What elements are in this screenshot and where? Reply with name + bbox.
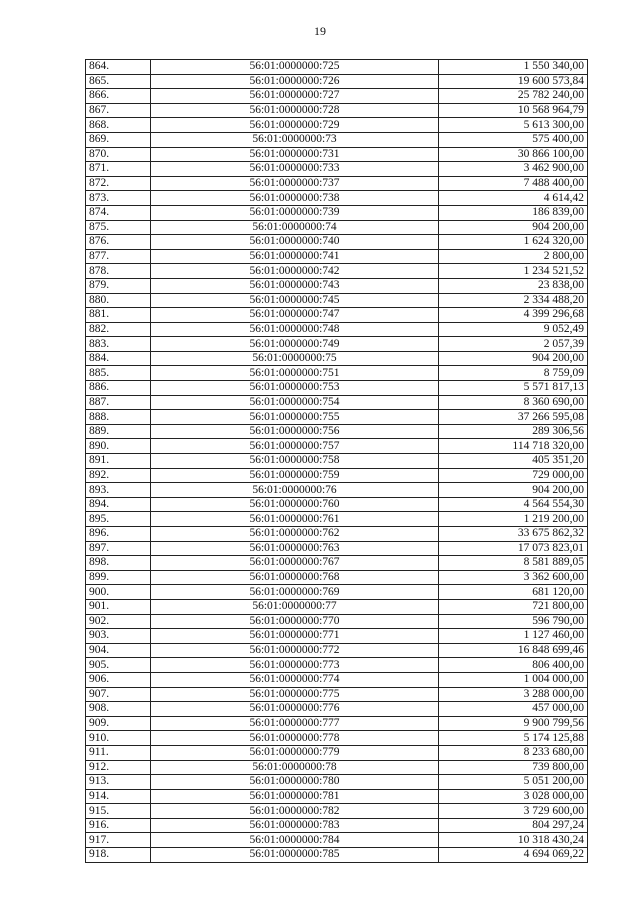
cadastral-number-cell: 56:01:0000000:780 xyxy=(151,775,439,790)
cadastral-value-cell: 30 866 100,00 xyxy=(439,147,588,162)
table-row xyxy=(86,132,588,147)
table-row xyxy=(86,556,588,571)
row-number-cell: 911. xyxy=(86,745,151,760)
cadastral-number-cell: 56:01:0000000:779 xyxy=(151,745,439,760)
cadastral-value-cell: 1 127 460,00 xyxy=(439,629,588,644)
cadastral-number-cell: 56:01:0000000:725 xyxy=(151,60,439,75)
table-row xyxy=(86,629,588,644)
cadastral-number-cell: 56:01:0000000:760 xyxy=(151,497,439,512)
table-row xyxy=(86,585,588,600)
cadastral-number-cell: 56:01:0000000:755 xyxy=(151,410,439,425)
table-row xyxy=(86,249,588,264)
table-row xyxy=(86,89,588,104)
row-number-cell: 886. xyxy=(86,381,151,396)
cadastral-number-cell: 56:01:0000000:762 xyxy=(151,527,439,542)
cadastral-value-cell: 681 120,00 xyxy=(439,585,588,600)
cadastral-number-cell: 56:01:0000000:728 xyxy=(151,103,439,118)
cadastral-value-cell: 25 782 240,00 xyxy=(439,89,588,104)
cadastral-value-cell: 3 729 600,00 xyxy=(439,804,588,819)
row-number-cell: 916. xyxy=(86,818,151,833)
cadastral-number-cell: 56:01:0000000:739 xyxy=(151,205,439,220)
row-number-cell: 874. xyxy=(86,205,151,220)
table-row xyxy=(86,658,588,673)
cadastral-number-cell: 56:01:0000000:740 xyxy=(151,235,439,250)
cadastral-number-cell: 56:01:0000000:78 xyxy=(151,760,439,775)
cadastral-value-cell: 575 400,00 xyxy=(439,132,588,147)
cadastral-number-cell: 56:01:0000000:756 xyxy=(151,424,439,439)
cadastral-value-cell: 9 052,49 xyxy=(439,322,588,337)
row-number-cell: 892. xyxy=(86,468,151,483)
row-number-cell: 887. xyxy=(86,395,151,410)
cadastral-number-cell: 56:01:0000000:763 xyxy=(151,541,439,556)
row-number-cell: 896. xyxy=(86,527,151,542)
row-number-cell: 914. xyxy=(86,789,151,804)
cadastral-number-cell: 56:01:0000000:743 xyxy=(151,278,439,293)
row-number-cell: 893. xyxy=(86,483,151,498)
table-row xyxy=(86,337,588,352)
cadastral-value-cell: 904 200,00 xyxy=(439,351,588,366)
cadastral-value-cell: 405 351,20 xyxy=(439,454,588,469)
cadastral-number-cell: 56:01:0000000:781 xyxy=(151,789,439,804)
cadastral-number-cell: 56:01:0000000:745 xyxy=(151,293,439,308)
row-number-cell: 904. xyxy=(86,643,151,658)
cadastral-value-cell: 904 200,00 xyxy=(439,483,588,498)
cadastral-number-cell: 56:01:0000000:757 xyxy=(151,439,439,454)
table-row xyxy=(86,760,588,775)
row-number-cell: 899. xyxy=(86,570,151,585)
cadastral-number-cell: 56:01:0000000:783 xyxy=(151,818,439,833)
table-row xyxy=(86,220,588,235)
row-number-cell: 875. xyxy=(86,220,151,235)
cadastral-number-cell: 56:01:0000000:76 xyxy=(151,483,439,498)
cadastral-number-cell: 56:01:0000000:75 xyxy=(151,351,439,366)
cadastral-value-cell: 7 488 400,00 xyxy=(439,176,588,191)
table-row xyxy=(86,454,588,469)
cadastral-value-cell: 10 568 964,79 xyxy=(439,103,588,118)
cadastral-number-cell: 56:01:0000000:737 xyxy=(151,176,439,191)
table-row xyxy=(86,702,588,717)
table-row xyxy=(86,293,588,308)
row-number-cell: 913. xyxy=(86,775,151,790)
cadastral-value-cell: 4 614,42 xyxy=(439,191,588,206)
table-row xyxy=(86,147,588,162)
row-number-cell: 885. xyxy=(86,366,151,381)
row-number-cell: 895. xyxy=(86,512,151,527)
table-row xyxy=(86,424,588,439)
row-number-cell: 901. xyxy=(86,599,151,614)
cadastral-value-cell: 457 000,00 xyxy=(439,702,588,717)
cadastral-value-cell: 9 900 799,56 xyxy=(439,716,588,731)
row-number-cell: 867. xyxy=(86,103,151,118)
table-row xyxy=(86,789,588,804)
page-number: 19 xyxy=(314,24,326,38)
table-row xyxy=(86,687,588,702)
cadastral-value-cell: 23 838,00 xyxy=(439,278,588,293)
row-number-cell: 900. xyxy=(86,585,151,600)
table-row xyxy=(86,191,588,206)
row-number-cell: 903. xyxy=(86,629,151,644)
row-number-cell: 879. xyxy=(86,278,151,293)
row-number-cell: 870. xyxy=(86,147,151,162)
cadastral-number-cell: 56:01:0000000:758 xyxy=(151,454,439,469)
cadastral-number-cell: 56:01:0000000:775 xyxy=(151,687,439,702)
cadastral-number-cell: 56:01:0000000:778 xyxy=(151,731,439,746)
row-number-cell: 882. xyxy=(86,322,151,337)
table-row xyxy=(86,614,588,629)
row-number-cell: 890. xyxy=(86,439,151,454)
table-row xyxy=(86,672,588,687)
cadastral-value-cell: 17 073 823,01 xyxy=(439,541,588,556)
cadastral-number-cell: 56:01:0000000:773 xyxy=(151,658,439,673)
row-number-cell: 908. xyxy=(86,702,151,717)
row-number-cell: 889. xyxy=(86,424,151,439)
table-row xyxy=(86,570,588,585)
table-row xyxy=(86,512,588,527)
cadastral-value-cell: 114 718 320,00 xyxy=(439,439,588,454)
table-body xyxy=(86,60,588,863)
cadastral-number-cell: 56:01:0000000:769 xyxy=(151,585,439,600)
cadastral-value-cell: 10 318 430,24 xyxy=(439,833,588,848)
table-row xyxy=(86,176,588,191)
row-number-cell: 897. xyxy=(86,541,151,556)
row-number-cell: 912. xyxy=(86,760,151,775)
table-row xyxy=(86,118,588,133)
row-number-cell: 868. xyxy=(86,118,151,133)
table-row xyxy=(86,439,588,454)
cadastral-number-cell: 56:01:0000000:742 xyxy=(151,264,439,279)
cadastral-number-cell: 56:01:0000000:776 xyxy=(151,702,439,717)
table-row xyxy=(86,483,588,498)
table-row xyxy=(86,599,588,614)
row-number-cell: 917. xyxy=(86,833,151,848)
row-number-cell: 883. xyxy=(86,337,151,352)
cadastral-value-cell: 16 848 699,46 xyxy=(439,643,588,658)
cadastral-value-cell: 8 759,09 xyxy=(439,366,588,381)
row-number-cell: 881. xyxy=(86,308,151,323)
cadastral-value-cell: 1 624 320,00 xyxy=(439,235,588,250)
cadastral-value-cell: 5 051 200,00 xyxy=(439,775,588,790)
table-row xyxy=(86,848,588,863)
cadastral-value-cell: 2 334 488,20 xyxy=(439,293,588,308)
table-row xyxy=(86,103,588,118)
cadastral-value-cell: 4 694 069,22 xyxy=(439,848,588,863)
table-row xyxy=(86,395,588,410)
cadastral-number-cell: 56:01:0000000:747 xyxy=(151,308,439,323)
cadastral-value-cell: 37 266 595,08 xyxy=(439,410,588,425)
cadastral-number-cell: 56:01:0000000:726 xyxy=(151,74,439,89)
cadastral-value-cell: 3 462 900,00 xyxy=(439,162,588,177)
cadastral-number-cell: 56:01:0000000:784 xyxy=(151,833,439,848)
cadastral-value-cell: 806 400,00 xyxy=(439,658,588,673)
cadastral-value-cell: 4 564 554,30 xyxy=(439,497,588,512)
cadastral-number-cell: 56:01:0000000:738 xyxy=(151,191,439,206)
row-number-cell: 880. xyxy=(86,293,151,308)
row-number-cell: 902. xyxy=(86,614,151,629)
cadastral-value-cell: 596 790,00 xyxy=(439,614,588,629)
cadastral-value-cell: 8 581 889,05 xyxy=(439,556,588,571)
table-row xyxy=(86,527,588,542)
row-number-cell: 878. xyxy=(86,264,151,279)
cadastral-number-cell: 56:01:0000000:761 xyxy=(151,512,439,527)
table-row xyxy=(86,381,588,396)
row-number-cell: 865. xyxy=(86,74,151,89)
table-row xyxy=(86,322,588,337)
table-row xyxy=(86,643,588,658)
table-row xyxy=(86,468,588,483)
row-number-cell: 891. xyxy=(86,454,151,469)
cadastral-number-cell: 56:01:0000000:73 xyxy=(151,132,439,147)
table-row xyxy=(86,60,588,75)
cadastral-number-cell: 56:01:0000000:748 xyxy=(151,322,439,337)
cadastral-value-cell: 33 675 862,32 xyxy=(439,527,588,542)
cadastral-number-cell: 56:01:0000000:770 xyxy=(151,614,439,629)
row-number-cell: 894. xyxy=(86,497,151,512)
table-row xyxy=(86,541,588,556)
cadastral-number-cell: 56:01:0000000:782 xyxy=(151,804,439,819)
cadastral-number-cell: 56:01:0000000:731 xyxy=(151,147,439,162)
table-row xyxy=(86,731,588,746)
row-number-cell: 871. xyxy=(86,162,151,177)
cadastral-number-cell: 56:01:0000000:741 xyxy=(151,249,439,264)
cadastral-value-cell: 904 200,00 xyxy=(439,220,588,235)
row-number-cell: 909. xyxy=(86,716,151,731)
cadastral-value-cell: 186 839,00 xyxy=(439,205,588,220)
cadastral-value-cell: 2 057,39 xyxy=(439,337,588,352)
table-row xyxy=(86,205,588,220)
row-number-cell: 905. xyxy=(86,658,151,673)
cadastral-value-cell: 8 360 690,00 xyxy=(439,395,588,410)
cadastral-number-cell: 56:01:0000000:753 xyxy=(151,381,439,396)
table-row xyxy=(86,366,588,381)
cadastral-value-cell: 1 234 521,52 xyxy=(439,264,588,279)
table-row xyxy=(86,278,588,293)
table-row xyxy=(86,264,588,279)
cadastral-number-cell: 56:01:0000000:754 xyxy=(151,395,439,410)
row-number-cell: 907. xyxy=(86,687,151,702)
cadastral-value-cell: 5 571 817,13 xyxy=(439,381,588,396)
cadastral-value-table xyxy=(85,59,588,863)
cadastral-value-cell: 4 399 296,68 xyxy=(439,308,588,323)
cadastral-value-cell: 289 306,56 xyxy=(439,424,588,439)
row-number-cell: 877. xyxy=(86,249,151,264)
cadastral-value-cell: 1 219 200,00 xyxy=(439,512,588,527)
cadastral-number-cell: 56:01:0000000:759 xyxy=(151,468,439,483)
cadastral-value-cell: 3 288 000,00 xyxy=(439,687,588,702)
cadastral-value-cell: 5 613 300,00 xyxy=(439,118,588,133)
table-row xyxy=(86,162,588,177)
table-row xyxy=(86,74,588,89)
row-number-cell: 915. xyxy=(86,804,151,819)
cadastral-value-cell: 19 600 573,84 xyxy=(439,74,588,89)
cadastral-value-cell: 804 297,24 xyxy=(439,818,588,833)
row-number-cell: 873. xyxy=(86,191,151,206)
cadastral-value-cell: 729 000,00 xyxy=(439,468,588,483)
table-row xyxy=(86,833,588,848)
cadastral-number-cell: 56:01:0000000:751 xyxy=(151,366,439,381)
cadastral-number-cell: 56:01:0000000:785 xyxy=(151,848,439,863)
cadastral-value-cell: 3 362 600,00 xyxy=(439,570,588,585)
table-row xyxy=(86,716,588,731)
row-number-cell: 918. xyxy=(86,848,151,863)
cadastral-number-cell: 56:01:0000000:749 xyxy=(151,337,439,352)
table-row xyxy=(86,497,588,512)
table-row xyxy=(86,235,588,250)
table-row xyxy=(86,804,588,819)
table-row xyxy=(86,351,588,366)
table-row xyxy=(86,745,588,760)
row-number-cell: 869. xyxy=(86,132,151,147)
row-number-cell: 884. xyxy=(86,351,151,366)
row-number-cell: 866. xyxy=(86,89,151,104)
cadastral-value-cell: 3 028 000,00 xyxy=(439,789,588,804)
row-number-cell: 898. xyxy=(86,556,151,571)
cadastral-value-cell: 8 233 680,00 xyxy=(439,745,588,760)
cadastral-value-cell: 2 800,00 xyxy=(439,249,588,264)
cadastral-value-cell: 721 800,00 xyxy=(439,599,588,614)
cadastral-number-cell: 56:01:0000000:771 xyxy=(151,629,439,644)
cadastral-number-cell: 56:01:0000000:77 xyxy=(151,599,439,614)
cadastral-number-cell: 56:01:0000000:733 xyxy=(151,162,439,177)
cadastral-number-cell: 56:01:0000000:727 xyxy=(151,89,439,104)
table-row xyxy=(86,308,588,323)
cadastral-number-cell: 56:01:0000000:74 xyxy=(151,220,439,235)
row-number-cell: 872. xyxy=(86,176,151,191)
table-row xyxy=(86,818,588,833)
cadastral-number-cell: 56:01:0000000:777 xyxy=(151,716,439,731)
cadastral-number-cell: 56:01:0000000:729 xyxy=(151,118,439,133)
row-number-cell: 876. xyxy=(86,235,151,250)
row-number-cell: 864. xyxy=(86,60,151,75)
cadastral-value-cell: 1 004 000,00 xyxy=(439,672,588,687)
cadastral-number-cell: 56:01:0000000:768 xyxy=(151,570,439,585)
cadastral-number-cell: 56:01:0000000:767 xyxy=(151,556,439,571)
cadastral-number-cell: 56:01:0000000:772 xyxy=(151,643,439,658)
cadastral-number-cell: 56:01:0000000:774 xyxy=(151,672,439,687)
row-number-cell: 910. xyxy=(86,731,151,746)
row-number-cell: 888. xyxy=(86,410,151,425)
table-row xyxy=(86,775,588,790)
row-number-cell: 906. xyxy=(86,672,151,687)
cadastral-value-cell: 1 550 340,00 xyxy=(439,60,588,75)
cadastral-value-cell: 5 174 125,88 xyxy=(439,731,588,746)
table-row xyxy=(86,410,588,425)
cadastral-value-cell: 739 800,00 xyxy=(439,760,588,775)
